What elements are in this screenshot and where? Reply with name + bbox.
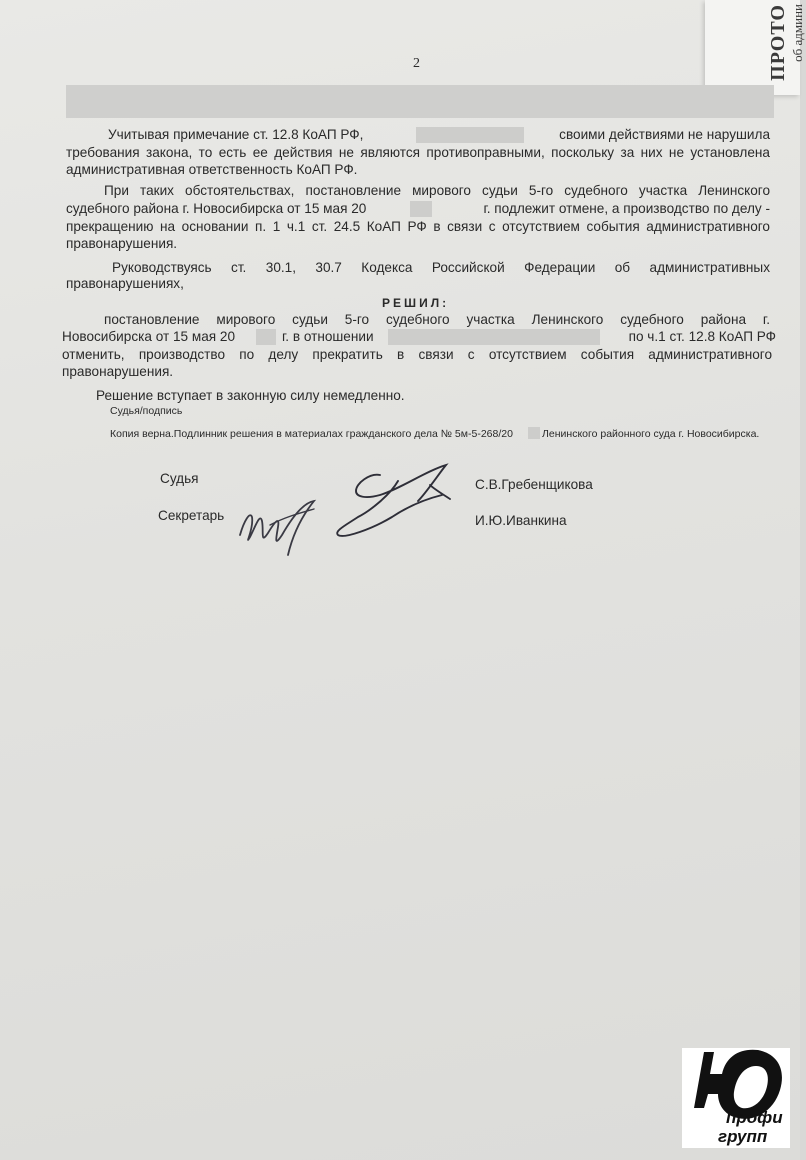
- p2-line2-start: судебного района г. Новосибирска от 15 мая 20: [66, 201, 367, 216]
- p4-line2-end: по ч.1 ст. 12.8 КоАП РФ: [628, 329, 776, 344]
- p4-line1: постановление мирового судьи 5-го судебного участка Ленинского судебного района г.: [104, 312, 770, 327]
- judge-signature: [337, 465, 450, 536]
- copy-note-start: Копия верна.Подлинник решения в материалах гражданского дела № 5м-5-268/20: [110, 428, 513, 440]
- redacted-year-1: [410, 201, 432, 217]
- p4-line2-mid: г. в отношении: [282, 329, 374, 344]
- p3-line1: Руководствуясь ст. 30.1, 30.7 Кодекса Российской Федерации об административных: [112, 260, 770, 275]
- p1-line1-start: Учитывая примечание ст. 12.8 КоАП РФ,: [108, 127, 364, 142]
- profi-grupp-logo: [682, 1048, 790, 1148]
- p1-line1-end: своими действиями не нарушила: [559, 127, 770, 142]
- corner-title: ПРОТО: [767, 4, 789, 81]
- redacted-case-year: [528, 427, 540, 439]
- judge-name: С.В.Гребенщикова: [475, 477, 593, 492]
- redacted-name-2: [388, 329, 600, 345]
- signatures-graphic: [230, 455, 470, 565]
- logo-line2: групп: [718, 1127, 768, 1146]
- logo-line1: профи: [726, 1108, 783, 1127]
- copy-note-end: Ленинского районного суда г. Новосибирска.: [542, 428, 760, 440]
- page-number: 2: [413, 56, 420, 71]
- corner-subtitle: об админи: [790, 4, 805, 62]
- p2-line4: правонарушения.: [66, 236, 178, 251]
- p5-line: Решение вступает в законную силу немедленно.: [96, 388, 405, 403]
- p3-line2: правонарушениях,: [66, 276, 184, 291]
- secretary-name: И.Ю.Иванкина: [475, 513, 567, 528]
- p4-line4: правонарушения.: [62, 364, 174, 379]
- attached-page-corner: [705, 0, 805, 95]
- secretary-label: Секретарь: [158, 508, 225, 523]
- p4-line3: отменить, производство по делу прекратить в связи с отсутствием события административного: [62, 347, 772, 362]
- redacted-name-1: [416, 127, 524, 143]
- sign-note: Судья/подпись: [110, 405, 183, 417]
- logo-mark: [682, 1048, 790, 1148]
- decision-heading: РЕШИЛ:: [382, 296, 450, 310]
- p2-line1: При таких обстоятельствах, постановление мирового судьи 5-го судебного участка Ленинского: [104, 183, 770, 198]
- secretary-signature: [240, 501, 314, 555]
- p2-line2-end: г. подлежит отмене, а производство по делу -: [483, 201, 770, 216]
- p1-line3: административная ответственность КоАП РФ.: [66, 162, 358, 177]
- p4-line2-start: Новосибирска от 15 мая 20: [62, 329, 236, 344]
- redacted-header: [66, 85, 774, 118]
- redacted-year-2: [256, 329, 276, 345]
- p2-line3: прекращению на основании п. 1 ч.1 ст. 24.5 КоАП РФ в связи с отсутствием события административного: [66, 219, 770, 234]
- judge-label: Судья: [160, 471, 199, 486]
- p1-line2: требования закона, то есть ее действия не являются противоправными, поскольку за них не установлена: [66, 145, 770, 160]
